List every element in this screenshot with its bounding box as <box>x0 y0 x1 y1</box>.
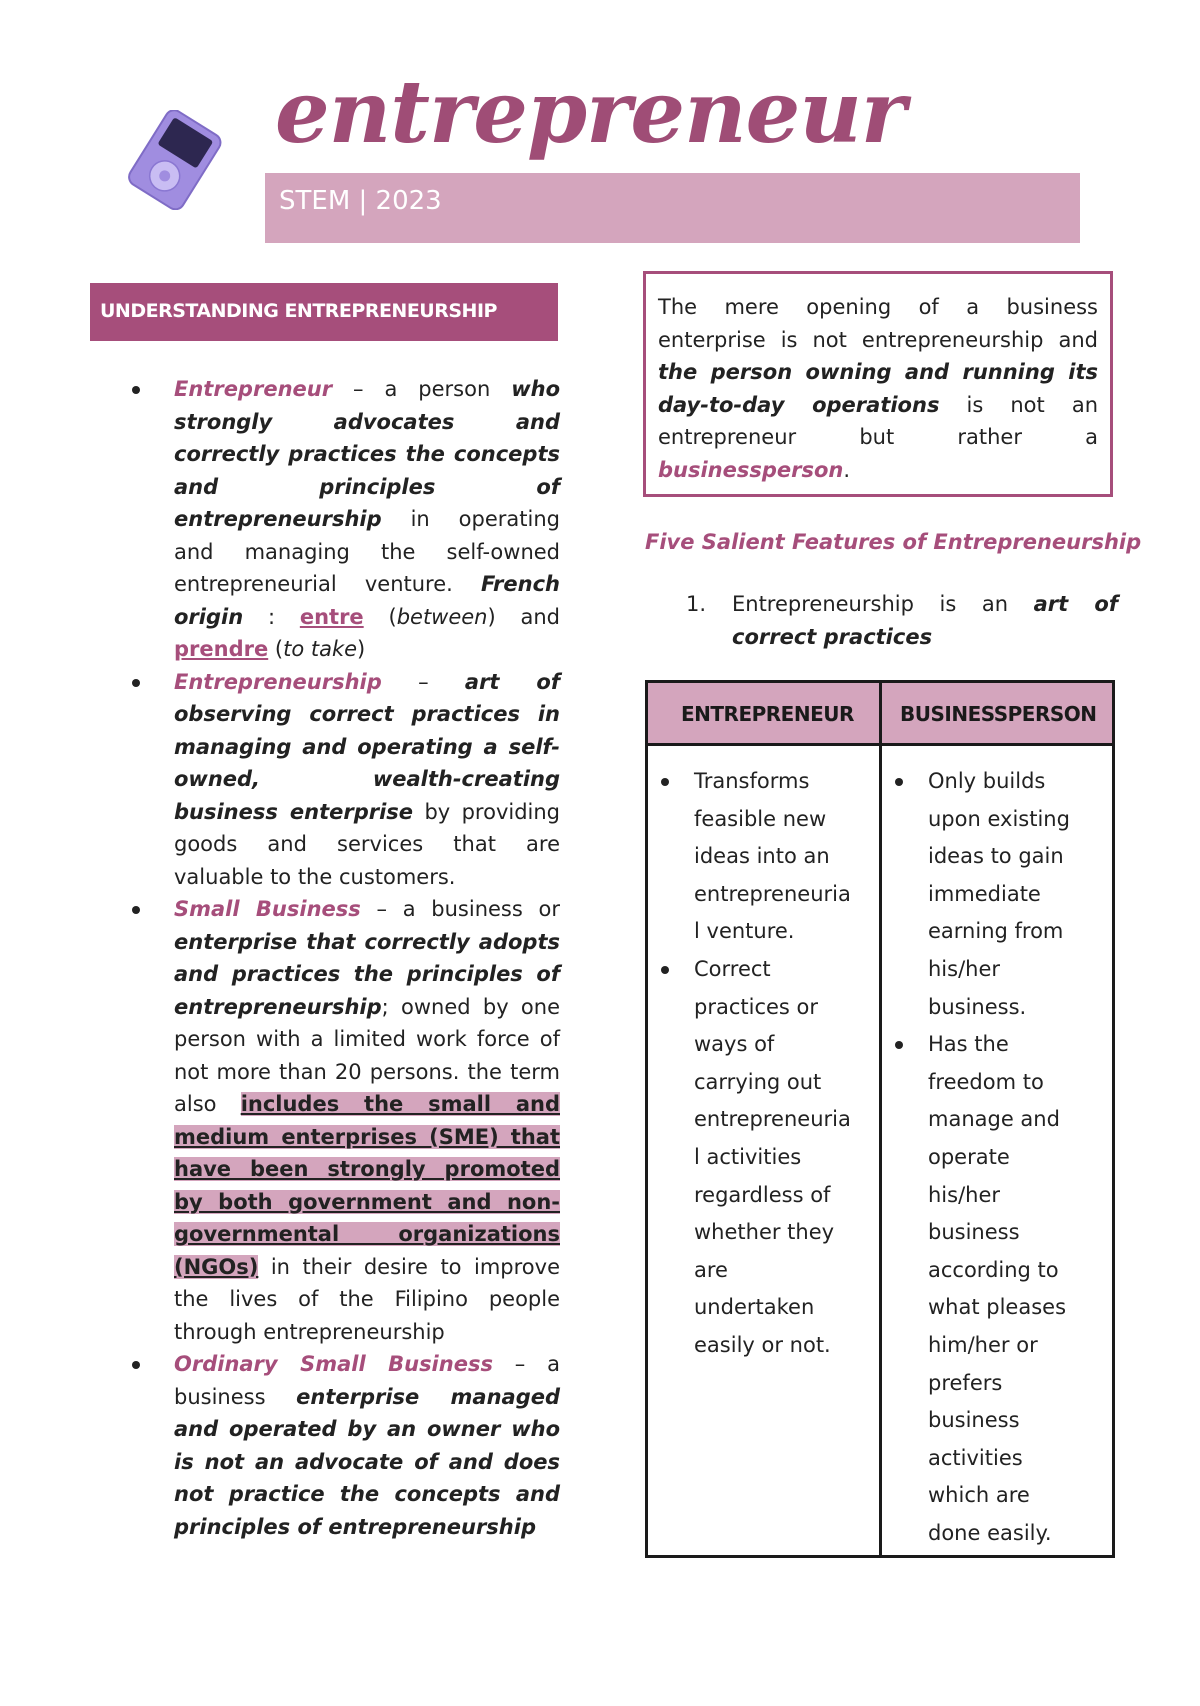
definition-entrepreneurship <box>124 666 560 894</box>
text: is not an entrepreneur but rather a <box>658 392 1099 449</box>
text: in their desire to improve the lives of the Filipino people through entrepreneurship <box>174 1254 560 1344</box>
table-line: what pleases <box>928 1295 1067 1320</box>
entrepreneur-trait <box>648 951 876 1365</box>
subtitle-banner <box>265 173 1080 243</box>
text: ( <box>363 604 397 629</box>
text: ; owned by one person with a limited work force of not more than 20 persons. the term also <box>174 994 560 1116</box>
term-businessperson: businessperson <box>658 457 844 482</box>
feature-text <box>732 588 1118 653</box>
table-line: him/her or <box>928 1332 1038 1357</box>
table-line: activities <box>928 1445 1023 1470</box>
origin-word-prendre: prendre <box>174 637 269 661</box>
table-line: according to <box>928 1257 1059 1282</box>
section-header <box>90 283 558 341</box>
table-line: his/her <box>928 956 1001 981</box>
table-line: are <box>694 1257 728 1282</box>
text: ( <box>268 637 284 661</box>
table-line: Transforms <box>694 769 810 793</box>
text: Entrepreneurship is an <box>732 592 1034 616</box>
table-line: ways of <box>694 1032 775 1057</box>
section-title: UNDERSTANDING ENTREPRENEURSHIP <box>100 300 497 322</box>
text: in operating and managing the self-owned entrepreneurial venture. <box>174 507 560 596</box>
emphasis: art of observing correct practices in managing and operating a self-owned, wealth-creating business enterprise <box>174 669 560 824</box>
table-line: business <box>928 1220 1020 1245</box>
definition-entrepreneur <box>124 373 560 666</box>
table-line: his/her <box>928 1182 1001 1207</box>
table-line: Correct <box>694 956 771 981</box>
table-line: prefers <box>928 1370 1003 1395</box>
emphasis: who strongly advocates and correctly practices the concepts and principles of entrepreneurship <box>174 377 560 531</box>
emphasis: French origin <box>174 572 560 629</box>
table-line: ideas to gain <box>928 844 1064 869</box>
table-line: undertaken <box>694 1295 815 1320</box>
header-entrepreneur: ENTREPRENEUR <box>681 702 854 726</box>
table-line: entrepreneuria <box>694 1107 851 1132</box>
table-line: feasible new <box>694 806 827 831</box>
features-heading: Five Salient Features of Entrepreneurship <box>645 530 1142 554</box>
highlighted-text: includes the small and medium enterprises (SME) that have been strongly promoted by both government and non-governmental organizations (NGOs) <box>174 1092 560 1279</box>
table-line: operate <box>928 1144 1010 1169</box>
table-line: business. <box>928 994 1027 1019</box>
page-title: entrepreneur <box>275 62 906 163</box>
businessperson-trait <box>882 1026 1112 1552</box>
table-line: upon existing <box>928 806 1070 831</box>
text: by providing goods and services that are valuable to the customers. <box>174 799 561 889</box>
table-line: practices or <box>694 994 819 1019</box>
table-line: easily or not. <box>694 1332 831 1357</box>
entrepreneur-cell <box>648 763 876 1365</box>
text: – <box>381 669 465 694</box>
text: – a person <box>332 377 512 401</box>
feature-item <box>686 588 1118 653</box>
table-line: carrying out <box>694 1069 822 1094</box>
definitions-list <box>124 373 560 1543</box>
entrepreneur-trait <box>648 763 876 951</box>
table-line: business <box>928 1408 1020 1433</box>
table-line: ideas into an <box>694 844 830 869</box>
table-line: done easily. <box>928 1520 1052 1545</box>
table-line: Only builds <box>928 769 1046 793</box>
table-line: l venture. <box>694 919 795 944</box>
subtitle: STEM | 2023 <box>279 186 442 216</box>
text: The mere opening of a business enterprise is not entrepreneurship and <box>658 295 1098 352</box>
term-ordinary-small-business: Ordinary Small Business <box>174 1352 493 1376</box>
emphasis: the person owning and running its day-to-day operations <box>658 360 1098 417</box>
businessperson-cell <box>882 763 1112 1552</box>
text: ) <box>357 637 366 661</box>
table-line: whether they <box>694 1220 835 1245</box>
definition-small-business <box>124 893 560 1348</box>
emphasis: art of correct practices <box>732 592 1118 649</box>
definition-ordinary-small-business <box>124 1348 560 1543</box>
table-line: Has the <box>928 1032 1009 1057</box>
table-line: immediate <box>928 881 1041 906</box>
translation: to take <box>283 637 358 661</box>
text: – a business or <box>360 897 561 921</box>
table-line: freedom to <box>928 1069 1044 1094</box>
term-entrepreneurship: Entrepreneurship <box>174 669 382 694</box>
note-text <box>658 291 1098 486</box>
header-businessperson: BUSINESSPERSON <box>900 702 1097 726</box>
origin-word-entre: entre <box>299 604 364 629</box>
text: . <box>843 457 851 482</box>
table-line: earning from <box>928 919 1064 944</box>
emphasis: enterprise managed and operated by an owner who is not an advocate of and does not practice the concepts and principles of entrepreneurship <box>174 1384 560 1539</box>
translation: between <box>396 604 488 629</box>
term-small-business: Small Business <box>174 897 361 921</box>
emphasis: enterprise that correctly adopts and practices the principles of entrepreneurship <box>174 929 560 1019</box>
feature-number: 1. <box>686 592 707 616</box>
table-line: which are <box>928 1483 1030 1508</box>
text: : <box>243 604 300 629</box>
businessperson-trait <box>882 763 1112 1026</box>
note-box <box>643 271 1113 497</box>
ipod-illustration <box>122 110 232 210</box>
table-line: manage and <box>928 1107 1060 1132</box>
term-entrepreneur: Entrepreneur <box>174 377 333 401</box>
table-line: entrepreneuria <box>694 881 851 906</box>
text: – a business <box>174 1352 560 1409</box>
table-line: regardless of <box>694 1182 831 1207</box>
text: ) and <box>487 604 560 629</box>
comparison-table <box>645 680 1115 1558</box>
table-line: l activities <box>694 1144 802 1169</box>
